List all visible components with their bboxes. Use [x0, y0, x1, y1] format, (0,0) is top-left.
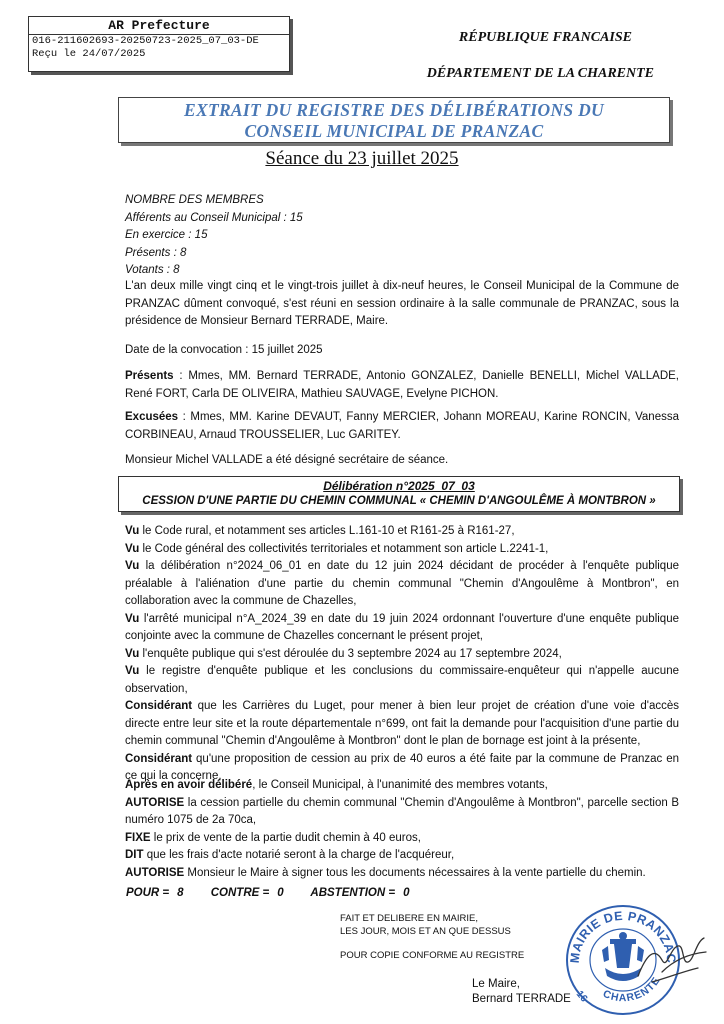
- seance-date: Séance du 23 juillet 2025: [265, 148, 459, 169]
- decision-text: , le Conseil Municipal, à l'unanimité des membres votants,: [252, 779, 548, 791]
- considerant-item: [125, 698, 679, 751]
- vote-pour-label: POUR =: [126, 887, 170, 899]
- excuses-list: : Mmes, MM. Karine DEVAUT, Fanny MERCIER, Johann MOREAU, Karine RONCIN, Vanessa CORBINEAU, Arnaud TROUSSELIER, Luc GARITEY.: [125, 411, 679, 441]
- members-exercice: En exercice : 15: [125, 229, 208, 241]
- considerant-lead: Considérant: [125, 752, 193, 765]
- decision-item: [125, 795, 679, 830]
- decision-item: [125, 847, 679, 865]
- decision-text: le prix de vente de la partie dudit chemin à 40 euros,: [150, 831, 421, 844]
- decision-lead: FIXE: [125, 831, 151, 844]
- considerant-item: [125, 541, 679, 559]
- members-afferents: Afférents au Conseil Municipal : 15: [125, 211, 303, 224]
- considerant-item: [125, 558, 679, 611]
- seal-bottom-text: CHARENTE: [601, 974, 663, 1005]
- fait-delibere-block: [340, 912, 511, 938]
- banner-line-1: EXTRAIT DU REGISTRE DES DÉLIBÉRATIONS DU: [184, 100, 604, 120]
- decision-lead: AUTORISE: [125, 866, 185, 879]
- seance-title: [0, 148, 724, 170]
- decision-item: [125, 777, 679, 795]
- fait-line-1: FAIT ET DELIBERE EN MAIRIE,: [340, 913, 478, 924]
- considerant-item: [125, 611, 679, 646]
- considerant-text: le registre d'enquête publique et les conclusions du commissaire-enquêteur qui n'appelle aucune observation,: [125, 665, 679, 695]
- considerant-lead: Vu: [125, 560, 140, 572]
- decision-item: [125, 865, 679, 883]
- excuses-label: Excusées: [125, 411, 179, 423]
- presents-label: Présents: [125, 370, 174, 382]
- presents-list: : Mmes, MM. Bernard TERRADE, Antonio GONZALEZ, Danielle BENELLI, Michel VALLADE, René FORT, Carla DE OLIVEIRA, Mathieu SAUVAGE, Evelyne PICHON.: [125, 370, 679, 400]
- banner-line-2: CONSEIL MUNICIPAL DE PRANZAC: [244, 121, 544, 141]
- prefecture-stamp: [28, 16, 290, 72]
- considerant-text: le Code général des collectivités territoriales et notamment son article L.2241-1,: [139, 542, 549, 555]
- stamp-title: AR Prefecture: [29, 17, 289, 35]
- convocation-date: Date de la convocation : 15 juillet 2025: [125, 344, 323, 356]
- excuses-paragraph: [125, 409, 679, 444]
- decision-text: la cession partielle du chemin communal "Chemin d'Angoulême à Montbron", parcelle section B numéro 1075 de 2a 70ca,: [125, 796, 679, 826]
- deliberation-number-line: [119, 479, 679, 494]
- seal-top-text: MAIRIE DE PRANZAC: [567, 908, 679, 964]
- vote-abstention-value: 0: [403, 887, 410, 899]
- mayor-signature-icon: [632, 932, 712, 988]
- vote-contre-value: 0: [277, 887, 284, 899]
- considerants-block: [125, 523, 679, 786]
- copie-conforme: POUR COPIE CONFORME AU REGISTRE: [340, 950, 525, 961]
- considerant-lead: Vu: [125, 665, 140, 677]
- members-count-block: [125, 192, 303, 280]
- vote-abstention-label: ABSTENTION =: [310, 887, 396, 899]
- considerant-item: [125, 523, 679, 541]
- seal-dept-number: 16: [573, 988, 590, 1005]
- members-heading: NOMBRE DES MEMBRES: [125, 194, 264, 206]
- register-banner: [118, 97, 670, 143]
- decision-lead: AUTORISE: [125, 796, 185, 809]
- stamp-received-date: Reçu le 24/07/2025: [32, 48, 146, 60]
- fait-line-2: LES JOUR, MOIS ET AN QUE DESSUS: [340, 926, 511, 937]
- considerant-item: [125, 663, 679, 698]
- deliberation-number: Délibération n°2025_07_03: [323, 479, 475, 493]
- considerant-lead: Considérant: [125, 700, 193, 712]
- decision-item: [125, 830, 679, 848]
- considerant-text: l'arrêté municipal n°A_2024_39 en date du 19 juin 2024 ordonnant l'ouverture d'une enquête publique conjointe avec la commune de Chazelles concernant le présent projet,: [125, 612, 679, 642]
- considerant-text: l'enquête publique qui s'est déroulée du 3 septembre 2024 au 17 septembre 2024,: [139, 647, 562, 660]
- vote-contre-label: CONTRE =: [210, 887, 270, 899]
- considerant-lead: Vu: [125, 525, 140, 537]
- vote-pour-value: 8: [177, 887, 184, 899]
- departement-heading: DÉPARTEMENT DE LA CHARENTE: [426, 66, 654, 81]
- decision-lead: DIT: [125, 849, 144, 861]
- decision-text: Monsieur le Maire à signer tous les documents nécessaires à la vente partielle du chemin.: [184, 866, 646, 879]
- considerant-lead: Vu: [125, 612, 140, 625]
- considerant-lead: Vu: [125, 542, 140, 555]
- considerant-text: qu'une proposition de cession au prix de 40 euros a été faite par la commune de Pranzac en ce qui la concerne,: [125, 752, 679, 782]
- maire-title: Le Maire,: [472, 978, 520, 990]
- presents-paragraph: [125, 368, 679, 403]
- secretaire-paragraph: Monsieur Michel VALLADE a été désigné secrétaire de séance.: [125, 454, 449, 466]
- maire-signature-block: [472, 977, 571, 1007]
- decision-lead: Après en avoir délibéré: [125, 779, 253, 791]
- republique-heading: RÉPUBLIQUE FRANCAISE: [458, 30, 632, 45]
- decisions-block: [125, 777, 679, 882]
- considerant-text: la délibération n°2024_06_01 en date du 12 juin 2024 décidant de procéder à l'enquête publique préalable à l'aliénation d'une partie du chemin communal "Chemin d'Angoulême à Montbron", en collaboration avec la commune de Chazelles,: [125, 560, 679, 607]
- members-presents: Présents : 8: [125, 246, 187, 259]
- considerant-item: [125, 646, 679, 664]
- decision-text: que les frais d'acte notarié seront à la charge de l'acquéreur,: [143, 849, 455, 861]
- vote-results: [126, 887, 417, 899]
- maire-name: Bernard TERRADE: [472, 993, 571, 1005]
- considerant-lead: Vu: [125, 647, 140, 660]
- deliberation-box: [118, 476, 680, 512]
- members-votants: Votants : 8: [125, 264, 180, 276]
- deliberation-title: CESSION D'UNE PARTIE DU CHEMIN COMMUNAL « CHEMIN D'ANGOULÊME À MONTBRON »: [142, 495, 656, 507]
- considerant-text: que les Carrières du Luget, pour mener à bien leur projet de création d'une voie d'accès directe entre leur site et la route départementale n°699, ont fait la demande pour l'acquisition d'une partie du chemin communal "Chemin d'Angoulême à Montbron" dont le plan de bornage est joint à la présente,: [125, 700, 679, 747]
- stamp-reference: 016-211602693-20250723-2025_07_03-DE: [32, 35, 259, 47]
- considerant-text: le Code rural, et notamment ses articles L.161-10 et R161-25 à R161-27,: [139, 525, 515, 537]
- intro-paragraph: L'an deux mille vingt cinq et le vingt-trois juillet à dix-neuf heures, le Conseil Municipal de la Commune de PRANZAC dûment convoqué, s'est réuni en session ordinaire à la salle communale de PRANZAC, sous la présidence de Monsieur Bernard TERRADE, Maire.: [125, 280, 679, 327]
